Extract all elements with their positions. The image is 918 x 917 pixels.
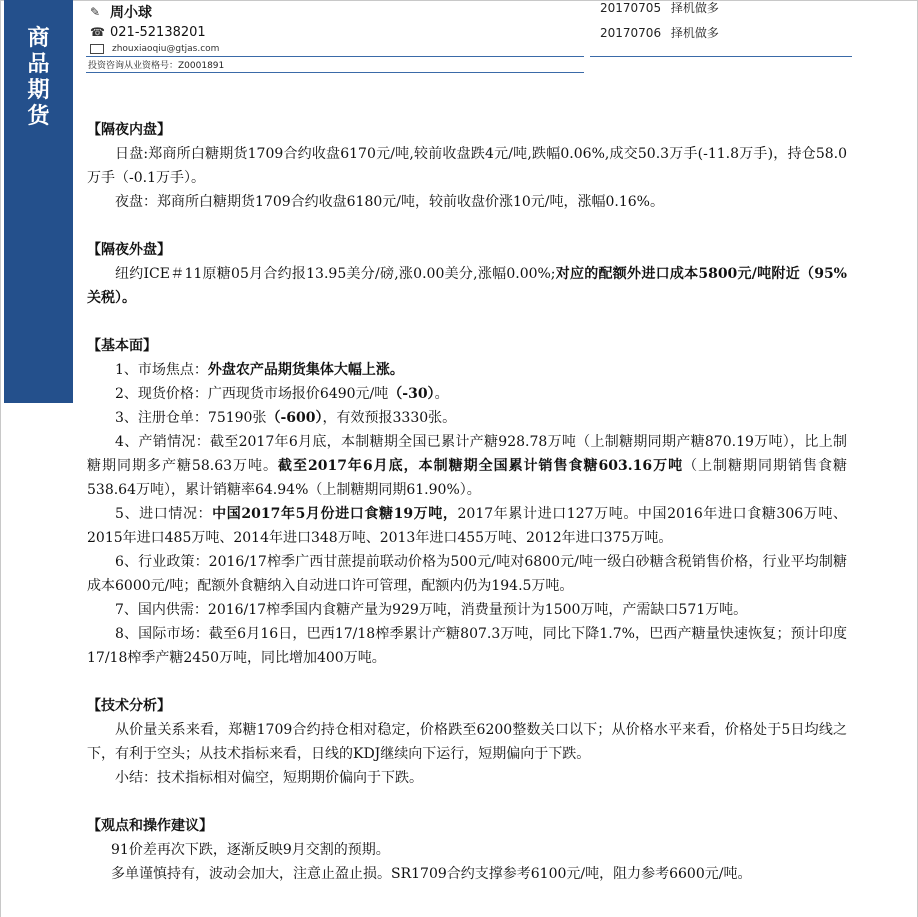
sidebar-char: 商	[27, 26, 50, 51]
history-date: 20170706	[600, 26, 662, 40]
sidebar-char: 货	[27, 104, 50, 129]
item-end: ，有效预报3330张。	[322, 410, 457, 426]
history-date: 20170705	[600, 1, 662, 15]
header-rule-bottom	[86, 72, 584, 73]
fundamentals-item-2	[87, 382, 847, 406]
import-cost-text: 对应的配额外进口成本5800元/吨附近（95%关税）。	[87, 266, 847, 306]
item-end: 。	[434, 386, 449, 402]
sidebar-banner	[4, 0, 73, 403]
fundamentals-item-5	[87, 502, 847, 550]
advice-paragraph-2: 多单谨慎持有，波动会加大，注意止盈止损。SR1709合约支撑参考6100元/吨，阻力参考6600元/吨。	[111, 866, 752, 882]
section-heading-overnight-domestic: 【隔夜内盘】	[87, 122, 171, 138]
fundamentals-item-7: 7、国内供需：2016/17榨季国内食糖产量为929万吨，消费量预计为1500万吨，产需缺口571万吨。	[115, 602, 748, 618]
license-number: 投资咨询从业资格号：Z0001891	[88, 61, 225, 71]
phone-icon: ☎	[90, 25, 105, 39]
phone-row	[90, 22, 219, 42]
item-bold: 截至2017年6月底，本制糖期全国累计销售食糖603.16万吨	[277, 458, 684, 474]
fundamentals-item-3	[87, 406, 847, 430]
analyst-contact	[90, 2, 219, 56]
section-heading-overnight-foreign: 【隔夜外盘】	[87, 242, 171, 258]
foreign-text: 纽约ICE＃11原糖05月合约报13.95美分/磅,涨0.00美分,涨幅0.00%;	[115, 266, 556, 282]
item-bold: 中国2017年5月份进口食糖19万吨，	[212, 506, 458, 522]
night-session-paragraph: 夜盘：郑商所白糖期货1709合约收盘6180元/吨，较前收盘价涨10元/吨，涨幅0.16%。	[115, 194, 664, 210]
fundamentals-item-4	[87, 430, 847, 502]
envelope-icon	[90, 44, 104, 54]
history-row	[600, 25, 719, 50]
item-label: 2、现货价格：广西现货市场报价6490元/吨	[115, 386, 389, 402]
section-heading-fundamentals: 【基本面】	[87, 338, 157, 354]
item-end: 2017年累计进口127万吨。中国2016年进口食糖306万吨、2015年进口485万吨、2014年进口348万吨、2013年进口455万吨、2012年进口375万吨。	[87, 506, 847, 546]
report-body	[87, 118, 847, 886]
analyst-name: 周小球	[110, 5, 152, 21]
sidebar-char: 品	[27, 52, 50, 77]
fundamentals-item-6: 6、行业政策：2016/17榨季广西甘蔗提前联动价格为500元/吨对6800元/吨一级白砂糖含税销售价格，行业平均制糖成本6000元/吨；配额外食糖纳入自动进口许可管理，配额内仍为194.5万吨。	[87, 554, 847, 594]
item-label: 5、进口情况：	[115, 506, 213, 522]
section-heading-technical: 【技术分析】	[87, 698, 171, 714]
item-label: 1、市场焦点：	[115, 362, 208, 378]
analyst-email[interactable]: zhouxiaoqiu@gtjas.com	[112, 44, 220, 54]
item-text: 4、产销情况：截至2017年6月底，本制糖期全国已累计产糖928.78万吨（上制糖期同期产糖870.19万吨），比上制糖期同期多产糖58.63万吨。	[87, 434, 847, 474]
section-heading-advice: 【观点和操作建议】	[87, 818, 213, 834]
technical-summary: 小结：技术指标相对偏空，短期期价偏向于下跌。	[115, 770, 423, 786]
pencil-icon: ✎	[90, 5, 101, 19]
day-session-paragraph: 日盘:郑商所白糖期货1709合约收盘6170元/吨,较前收盘跌4元/吨,跌幅0.06%,成交50.3万手(-11.8万手)，持仓58.0万手（-0.1万手）。	[87, 146, 847, 186]
analyst-phone: 021-52138201	[110, 24, 206, 40]
header-rule	[86, 56, 584, 57]
sidebar-title	[4, 26, 73, 130]
item-end: （上制糖期同期销售食糖538.64万吨），累计销糖率64.94%（上制糖期同期61.90%）。	[87, 458, 847, 498]
history-rule	[590, 56, 852, 57]
fundamentals-item-1	[87, 358, 847, 382]
item-bold: （-600）	[266, 410, 323, 426]
history-text: 择机做多	[670, 1, 719, 15]
item-label: 3、注册仓单：75190张	[115, 410, 267, 426]
advice-paragraph-1: 91价差再次下跌，逐渐反映9月交割的预期。	[111, 842, 390, 858]
frame-top	[0, 0, 918, 1]
foreign-market-paragraph	[87, 262, 847, 310]
item-bold: （-30）	[388, 386, 435, 402]
email-row	[90, 42, 219, 56]
fundamentals-item-8: 8、国际市场：截至6月16日，巴西17/18榨季累计产糖807.3万吨，同比下降1.7%，巴西产糖量快速恢复；预计印度17/18榨季产糖2450万吨，同比增加400万吨。	[87, 626, 847, 666]
item-bold: 外盘农产品期货集体大幅上涨。	[207, 362, 404, 378]
history-row	[600, 0, 719, 25]
technical-paragraph: 从价量关系来看，郑糖1709合约持仓相对稳定，价格跌至6200整数关口以下；从价格水平来看，价格处于5日均线之下，有利于空头；从技术指标来看，日线的KDJ继续向下运行，短期偏向于下跌。	[87, 722, 847, 762]
frame-left	[0, 0, 1, 917]
history-text: 择机做多	[670, 26, 719, 40]
recommendation-history	[600, 0, 719, 50]
name-row	[90, 2, 219, 22]
sidebar-char: 期	[27, 78, 50, 103]
